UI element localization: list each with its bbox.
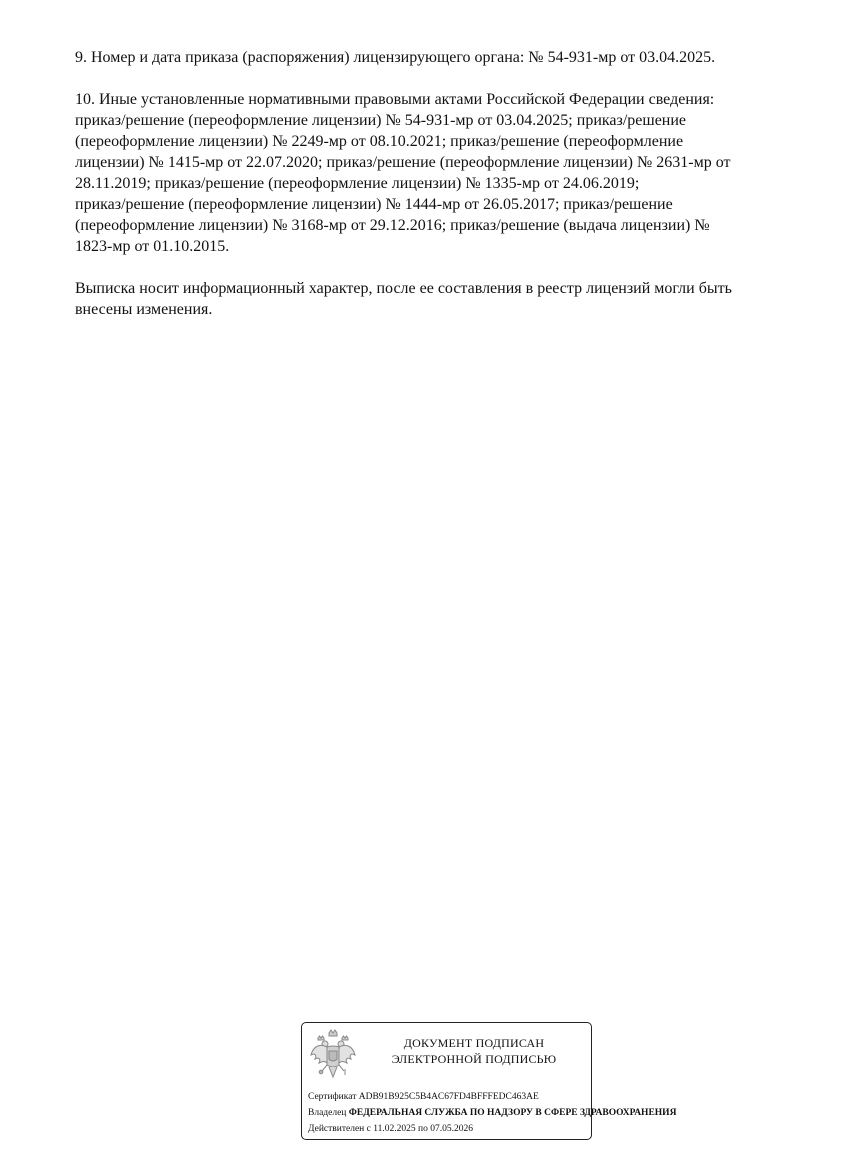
text-line: Выписка носит информационный характер, после ее составления в реестр лицензий могли быть (75, 280, 732, 297)
text-line: приказ/решение (переоформление лицензии) № 1444-мр от 26.05.2017; приказ/решение (75, 196, 673, 213)
text-line: приказ/решение (переоформление лицензии) № 54-931-мр от 03.04.2025; приказ/решение (75, 112, 687, 129)
text-line: лицензии) № 1415-мр от 22.07.2020; приказ/решение (переоформление лицензии) № 2631-мр от (75, 154, 731, 171)
item-10-paragraph (75, 89, 815, 257)
validity-value: с 11.02.2025 по 07.05.2026 (366, 1124, 473, 1134)
stamp-title-line: ЭЛЕКТРОННОЙ ПОДПИСЬЮ (391, 1052, 557, 1066)
validity-label: Действителен (308, 1124, 365, 1134)
owner-value: ФЕДЕРАЛЬНАЯ СЛУЖБА ПО НАДЗОРУ В СФЕРЕ ЗДРАВООХРАНЕНИЯ (348, 1108, 677, 1118)
electronic-signature-stamp (301, 1022, 677, 1140)
russian-coat-of-arms-icon (309, 1029, 357, 1081)
certificate-value: ADB91B925C5B4AC67FD4BFFFEDC463AE (358, 1092, 539, 1102)
text-line: 10. Иные установленные нормативными правовыми актами Российской Федерации сведения: (75, 91, 715, 108)
owner-row (308, 1105, 676, 1121)
text-line: внесены изменения. (75, 301, 213, 318)
text-line: (переоформление лицензии) № 2249-мр от 08.10.2021; приказ/решение (переоформление (75, 133, 684, 150)
text-line: 9. Номер и дата приказа (распоряжения) лицензирующего органа: № 54-931-мр от 03.04.2025. (75, 49, 716, 66)
item-9-paragraph (75, 47, 815, 68)
certificate-label: Сертификат (308, 1092, 357, 1102)
certificate-row (308, 1089, 676, 1105)
text-line: 28.11.2019; приказ/решение (переоформление лицензии) № 1335-мр от 24.06.2019; (75, 175, 640, 192)
text-line: (переоформление лицензии) № 3168-мр от 29.12.2016; приказ/решение (выдача лицензии) № (75, 217, 710, 234)
stamp-title (364, 1035, 584, 1067)
document-body (75, 47, 815, 341)
stamp-title-line: ДОКУМЕНТ ПОДПИСАН (403, 1036, 545, 1050)
stamp-info (308, 1089, 676, 1137)
validity-row (308, 1121, 676, 1137)
text-line: 1823-мр от 01.10.2015. (75, 238, 230, 255)
owner-label: Владелец (308, 1108, 347, 1118)
disclaimer-paragraph (75, 278, 815, 320)
